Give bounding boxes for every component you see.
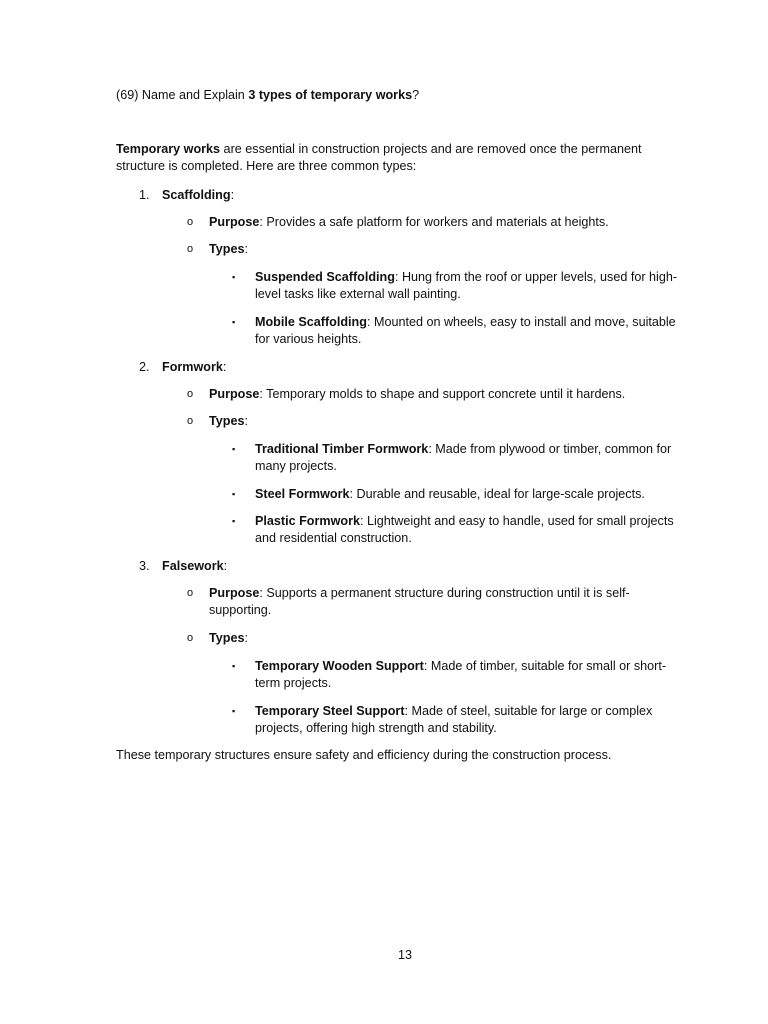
square-bullet-icon: ▪ [232, 516, 236, 526]
purpose-text: : Supports a permanent structure during construction until it is self-supporting. [209, 586, 630, 617]
type-name: Suspended Scaffolding [255, 270, 395, 284]
type-desc: : Hung from the roof or upper levels, used for high-level tasks like external wall painting. [255, 270, 678, 301]
item-title: Formwork [162, 360, 223, 374]
intro-text: are essential in construction projects and are removed once the permanent structure is completed. Here are three common types: [116, 142, 642, 173]
type-desc: : Made of timber, suitable for small or short-term projects. [255, 659, 667, 690]
square-bullet-icon: ▪ [232, 489, 236, 499]
circle-bullet-icon: o [187, 587, 194, 599]
question-suffix: ? [412, 88, 420, 102]
square-bullet-icon: ▪ [232, 444, 236, 454]
type-desc: : Made from plywood or timber, common for many projects. [255, 442, 672, 473]
purpose-label: Purpose [209, 387, 260, 401]
purpose-text: : Provides a safe platform for workers and materials at heights. [259, 215, 609, 229]
type-desc: : Mounted on wheels, easy to install and move, suitable for various heights. [255, 315, 676, 346]
list-item-scaffolding: 1. Scaffolding: [139, 188, 235, 202]
types-label: Types [209, 242, 245, 256]
item-title: Falsework [162, 559, 224, 573]
types-label: Types [209, 631, 245, 645]
purpose-label: Purpose [209, 586, 260, 600]
conclusion-paragraph: These temporary structures ensure safety and efficiency during the construction process. [116, 748, 612, 762]
type-desc: : Made of steel, suitable for large or complex projects, offering high strength and stability. [255, 704, 653, 735]
square-bullet-icon: ▪ [232, 706, 236, 716]
square-bullet-icon: ▪ [232, 661, 236, 671]
question-bold: 3 types of temporary works [248, 88, 413, 102]
list-number: 2. [139, 360, 150, 374]
document-page: (69) Name and Explain 3 types of temporary works? Temporary works are essential in construction projects and are removed once the permanent structure is completed. Here are three common types: 1. Scaffolding: o Purpose: Provides a safe platform for workers and materials at heights. o Types: ▪ Suspended Scaffolding: Hung from the roof or upper levels, used for high-level tasks like external wall painting. ▪ Mobile Scaffolding: Mounted on wheels, easy to install and move, suitable for various heights. 2. Formwork: o Purpose: Temporary molds to shape and support concrete until it hardens. o Types: ▪ Traditional Timber Formwork: Made from plywood or timber, common for many projects. ▪ Steel Formwork: Durable and reusable, ideal for large-scale projects. ▪ Plastic Formwork: Lightweight and easy to handle, used for small projects and residential construction. 3. Falsework: o Purpose: Supports a permanent structure during construction until it is self-supporting. o Types: ▪ Temporary Wooden Support: Made of timber, suitable for small or short-term projects. ▪ Temporary Steel Support: Made of steel, suitable for large or complex projects, offering high strength and stability. These temporary structures ensure safety and efficiency during the construction process. 13 [0, 0, 768, 1024]
list-item-formwork: 2. Formwork: [139, 360, 227, 374]
circle-bullet-icon: o [187, 216, 194, 228]
circle-bullet-icon: o [187, 632, 194, 644]
list-item-falsework: 3. Falsework: [139, 559, 228, 573]
purpose-label: Purpose [209, 215, 260, 229]
type-name: Temporary Steel Support [255, 704, 405, 718]
types-label: Types [209, 414, 245, 428]
type-name: Traditional Timber Formwork [255, 442, 429, 456]
list-number: 1. [139, 188, 150, 202]
question-heading [116, 87, 696, 104]
circle-bullet-icon: o [187, 243, 194, 255]
square-bullet-icon: ▪ [232, 272, 236, 282]
type-desc: : Lightweight and easy to handle, used for small projects and residential construction. [255, 514, 674, 545]
type-name: Plastic Formwork [255, 514, 360, 528]
type-name: Steel Formwork [255, 487, 350, 501]
type-desc: : Durable and reusable, ideal for large-scale projects. [349, 487, 645, 501]
circle-bullet-icon: o [187, 415, 194, 427]
type-name: Mobile Scaffolding [255, 315, 367, 329]
intro-paragraph [116, 141, 676, 175]
list-number: 3. [139, 559, 150, 573]
intro-bold: Temporary works [116, 142, 221, 156]
square-bullet-icon: ▪ [232, 317, 236, 327]
circle-bullet-icon: o [187, 388, 194, 400]
purpose-text: : Temporary molds to shape and support concrete until it hardens. [259, 387, 626, 401]
type-name: Temporary Wooden Support [255, 659, 424, 673]
item-title: Scaffolding [162, 188, 231, 202]
question-prefix: (69) Name and Explain [116, 88, 249, 102]
page-number: 13 [397, 948, 412, 962]
